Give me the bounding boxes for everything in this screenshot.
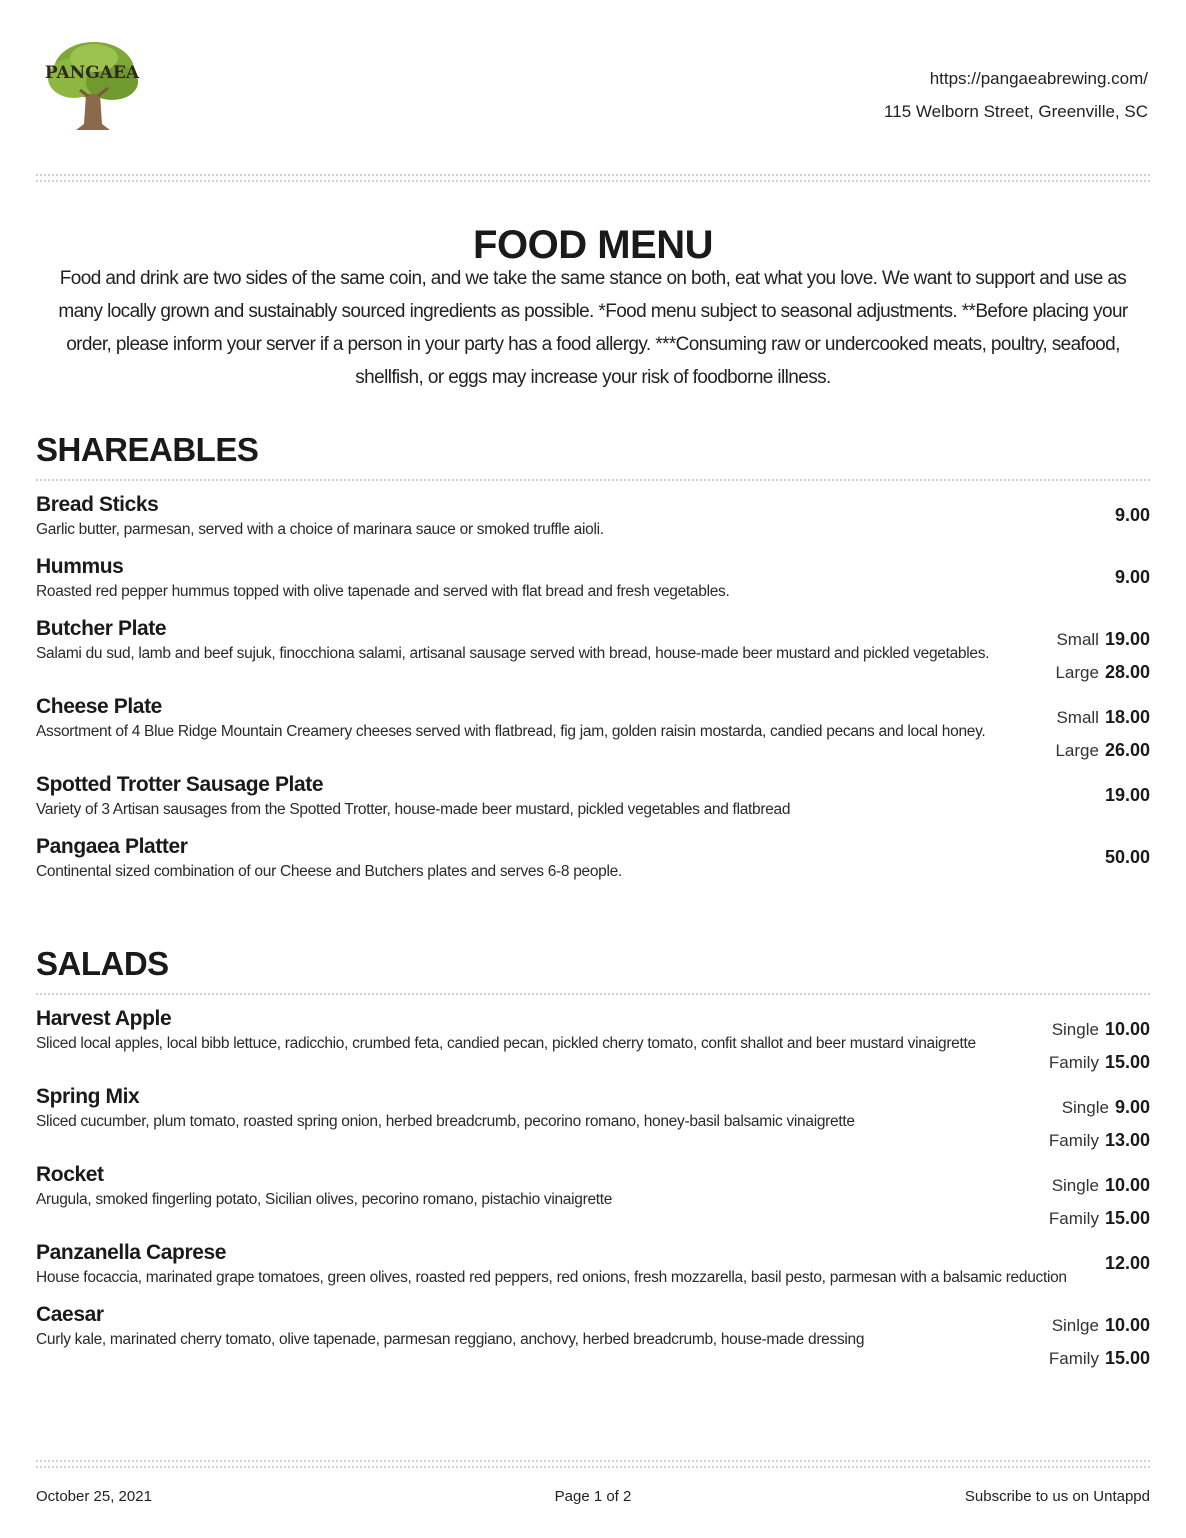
menu-item [36, 1303, 1150, 1375]
price-label: Sinlge [1051, 1316, 1099, 1335]
price-label: Large [1055, 663, 1099, 682]
svg-text:PANGAEA: PANGAEA [44, 63, 140, 83]
footer-date: October 25, 2021 [36, 1488, 152, 1505]
item-name: Harvest Apple [36, 1007, 172, 1030]
item-name: Caesar [36, 1303, 104, 1326]
item-prices [1115, 493, 1150, 543]
item-name: Pangaea Platter [36, 835, 188, 858]
price-value: 9.00 [1114, 505, 1150, 525]
price-value: 9.00 [1114, 567, 1150, 587]
menu-item [36, 695, 1150, 767]
menu-item [36, 1163, 1150, 1235]
section-title: SALADS [36, 945, 169, 982]
price-label: Family [1048, 1209, 1099, 1228]
item-description: Variety of 3 Artisan sausages from the Spotted Trotter, house-made beer mustard, pickled vegetables and flatbread [36, 801, 791, 818]
price-value: 10.00 [1104, 1315, 1150, 1335]
item-description: Garlic butter, parmesan, served with a choice of marinara sauce or smoked truffle aioli. [36, 521, 604, 538]
item-prices [1055, 695, 1150, 767]
section-salads [36, 945, 1150, 1375]
price-value: 26.00 [1104, 740, 1150, 760]
price-value: 15.00 [1104, 1052, 1150, 1072]
price-label: Small [1056, 708, 1099, 727]
price-label: Small [1056, 630, 1099, 649]
price-label: Single [1061, 1098, 1109, 1117]
item-description: Continental sized combination of our Cheese and Butchers plates and serves 6-8 people. [36, 863, 622, 880]
item-description: Roasted red pepper hummus topped with olive tapenade and served with flat bread and fresh vegetables. [36, 583, 730, 600]
address: 115 Welborn Street, Greenville, SC [884, 102, 1148, 121]
price-label: Family [1048, 1053, 1099, 1072]
header-divider [36, 174, 1150, 176]
footer-divider [36, 1460, 1150, 1462]
item-name: Spotted Trotter Sausage Plate [36, 773, 324, 796]
price-value: 50.00 [1104, 847, 1150, 867]
pangaea-logo [40, 38, 144, 134]
tree-logo-icon [40, 38, 144, 134]
section-divider [36, 993, 1150, 995]
website-link[interactable]: https://pangaeabrewing.com/ [929, 69, 1148, 88]
menu-intro: Food and drink are two sides of the same coin, and we take the same stance on both, eat what you love. We want to support and use as many locally grown and sustainably sourced ingredients as possible. *Food menu subject to seasonal adjustments. **Before placing your order, please inform your server if a person in your party has a food allergy. ***Consuming raw or undercooked meats, poultry, seafood, shellfish, or eggs may increase your risk of foodborne illness. [58, 268, 1128, 388]
section-title: SHAREABLES [36, 431, 259, 468]
item-description: Sliced cucumber, plum tomato, roasted spring onion, herbed breadcrumb, pecorino romano, honey-basil balsamic vinaigrette [36, 1113, 855, 1130]
item-prices [1049, 1303, 1150, 1375]
item-prices [1049, 1007, 1150, 1079]
menu-item [36, 835, 1150, 885]
price-label: Single [1051, 1176, 1099, 1195]
footer [36, 1485, 1150, 1509]
price-label: Large [1055, 741, 1099, 760]
menu-item [36, 1085, 1150, 1157]
contact-info [884, 62, 1148, 128]
item-name: Hummus [36, 555, 124, 578]
price-label: Family [1048, 1349, 1099, 1368]
item-prices [1049, 1085, 1150, 1157]
footer-untappd-link[interactable]: Subscribe to us on Untappd [964, 1488, 1150, 1505]
item-name: Cheese Plate [36, 695, 162, 718]
menu-item [36, 1241, 1150, 1291]
price-label: Family [1048, 1131, 1099, 1150]
item-name: Spring Mix [36, 1085, 140, 1108]
price-value: 10.00 [1104, 1019, 1150, 1039]
item-prices [1105, 835, 1150, 885]
menu-item [36, 773, 1150, 823]
price-label: Single [1051, 1020, 1099, 1039]
section-shareables [36, 431, 1150, 885]
item-description: Arugula, smoked fingerling potato, Sicilian olives, pecorino romano, pistachio vinaigrette [36, 1191, 613, 1208]
price-value: 12.00 [1104, 1253, 1150, 1273]
price-value: 13.00 [1104, 1130, 1150, 1150]
item-prices [1115, 555, 1150, 605]
price-value: 28.00 [1104, 662, 1150, 682]
item-description: Salami du sud, lamb and beef sujuk, finocchiona salami, artisanal sausage served with bread, house-made beer mustard and pickled vegetables. [36, 645, 990, 662]
menu-item [36, 493, 1150, 543]
item-description: Sliced local apples, local bibb lettuce, radicchio, crumbed feta, candied pecan, pickled cherry tomato, confit shallot and beer mustard vinaigrette [36, 1035, 976, 1052]
item-prices [1055, 617, 1150, 689]
item-name: Panzanella Caprese [36, 1241, 227, 1264]
page-title: FOOD MENU [473, 223, 713, 267]
section-divider [36, 479, 1150, 481]
item-prices [1105, 1241, 1150, 1291]
footer-page-number: Page 1 of 2 [554, 1488, 632, 1505]
price-value: 15.00 [1104, 1208, 1150, 1228]
menu-item [36, 1007, 1150, 1079]
item-description: Curly kale, marinated cherry tomato, olive tapenade, parmesan reggiano, anchovy, herbed breadcrumb, house-made dressing [36, 1331, 865, 1348]
item-description: House focaccia, marinated grape tomatoes, green olives, roasted red peppers, red onions, fresh mozzarella, basil pesto, parmesan with a balsamic reduction [36, 1269, 1067, 1286]
price-value: 10.00 [1104, 1175, 1150, 1195]
menu-item [36, 617, 1150, 689]
item-name: Rocket [36, 1163, 104, 1186]
item-description: Assortment of 4 Blue Ridge Mountain Creamery cheeses served with flatbread, fig jam, golden raisin mostarda, candied pecans and local honey. [36, 723, 986, 740]
item-name: Bread Sticks [36, 493, 159, 516]
price-value: 19.00 [1104, 785, 1150, 805]
price-value: 9.00 [1114, 1097, 1150, 1117]
item-name: Butcher Plate [36, 617, 167, 640]
price-value: 19.00 [1104, 629, 1150, 649]
item-prices [1105, 773, 1150, 823]
price-value: 18.00 [1104, 707, 1150, 727]
price-value: 15.00 [1104, 1348, 1150, 1368]
menu-item [36, 555, 1150, 605]
item-prices [1049, 1163, 1150, 1235]
